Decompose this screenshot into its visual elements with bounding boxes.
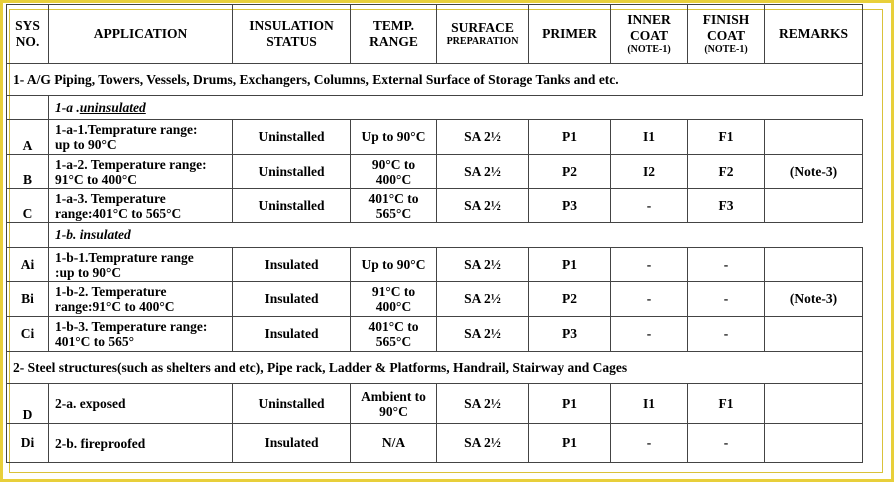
inner-coat-cell: - — [611, 189, 688, 223]
coating-system-table — [6, 4, 863, 463]
insulation-cell: Uninstalled — [233, 155, 351, 189]
header-primer: PRIMER — [529, 5, 611, 64]
finish-coat-cell: - — [688, 248, 765, 282]
application-cell: 1-a-2. Temperature range: 91°C to 400°C — [49, 155, 233, 189]
inner-coat-cell: - — [611, 424, 688, 463]
primer-cell: P2 — [529, 155, 611, 189]
primer-cell: P1 — [529, 248, 611, 282]
inner-coat-cell: I2 — [611, 155, 688, 189]
application-cell: 1-a-1.Temprature range: up to 90°C — [49, 120, 233, 155]
primer-cell: P1 — [529, 384, 611, 424]
header-insulation-status: INSULATION STATUS — [233, 5, 351, 64]
group-title-1b: 1-b. insulated — [49, 223, 863, 248]
surface-cell: SA 2½ — [437, 282, 529, 317]
remarks-cell — [765, 248, 863, 282]
application-cell: 1-a-3. Temperature range:401°C to 565°C — [49, 189, 233, 223]
inner-coat-cell: I1 — [611, 384, 688, 424]
surface-cell: SA 2½ — [437, 189, 529, 223]
temp-cell: Up to 90°C — [351, 120, 437, 155]
surface-cell: SA 2½ — [437, 155, 529, 189]
inner-coat-cell: I1 — [611, 120, 688, 155]
temp-cell: Up to 90°C — [351, 248, 437, 282]
table-row — [7, 155, 863, 189]
header-row — [7, 5, 863, 64]
application-cell: 1-b-1.Temprature range :up to 90°C — [49, 248, 233, 282]
header-sys-no: SYS NO. — [7, 5, 49, 64]
table-row — [7, 424, 863, 463]
inner-coat-cell: - — [611, 282, 688, 317]
table-row — [7, 317, 863, 352]
temp-cell: 401°C to 565°C — [351, 189, 437, 223]
insulation-cell: Uninstalled — [233, 120, 351, 155]
remarks-cell — [765, 424, 863, 463]
table-row — [7, 120, 863, 155]
insulation-cell: Uninstalled — [233, 384, 351, 424]
sys-no-cell: Ci — [7, 317, 49, 352]
header-inner-coat: INNER COAT (NOTE-1) — [611, 5, 688, 64]
insulation-cell: Uninstalled — [233, 189, 351, 223]
table-row — [7, 282, 863, 317]
finish-coat-cell: F1 — [688, 384, 765, 424]
section-row-2 — [7, 352, 863, 384]
surface-cell: SA 2½ — [437, 317, 529, 352]
sys-no-cell: B — [7, 155, 49, 189]
finish-coat-cell: - — [688, 424, 765, 463]
surface-cell: SA 2½ — [437, 384, 529, 424]
temp-cell: N/A — [351, 424, 437, 463]
primer-cell: P3 — [529, 317, 611, 352]
header-finish-coat: FINISH COAT (NOTE-1) — [688, 5, 765, 64]
insulation-cell: Insulated — [233, 317, 351, 352]
finish-coat-cell: F2 — [688, 155, 765, 189]
surface-cell: SA 2½ — [437, 248, 529, 282]
remarks-cell: (Note-3) — [765, 155, 863, 189]
temp-cell: 90°C to 400°C — [351, 155, 437, 189]
sys-no-cell: C — [7, 189, 49, 223]
finish-coat-cell: - — [688, 282, 765, 317]
sys-no-cell: Bi — [7, 282, 49, 317]
application-cell: 2-a. exposed — [49, 384, 233, 424]
application-cell: 1-b-3. Temperature range: 401°C to 565° — [49, 317, 233, 352]
section-title-1: 1- A/G Piping, Towers, Vessels, Drums, Exchangers, Columns, External Surface of Storage Tanks and etc. — [7, 64, 863, 96]
remarks-cell — [765, 384, 863, 424]
table-row — [7, 189, 863, 223]
surface-cell: SA 2½ — [437, 424, 529, 463]
finish-coat-cell: F1 — [688, 120, 765, 155]
group-row-1a — [7, 96, 863, 120]
temp-cell: Ambient to 90°C — [351, 384, 437, 424]
section-title-2: 2- Steel structures(such as shelters and etc), Pipe rack, Ladder & Platforms, Handrail, Stairway and Cages — [7, 352, 863, 384]
application-cell: 2-b. fireproofed — [49, 424, 233, 463]
application-cell: 1-b-2. Temperature range:91°C to 400°C — [49, 282, 233, 317]
inner-coat-cell: - — [611, 317, 688, 352]
group-row-1b — [7, 223, 863, 248]
primer-cell: P1 — [529, 120, 611, 155]
primer-cell: P3 — [529, 189, 611, 223]
sys-no-cell: D — [7, 384, 49, 424]
sys-no-cell: Di — [7, 424, 49, 463]
primer-cell: P1 — [529, 424, 611, 463]
finish-coat-cell: - — [688, 317, 765, 352]
section-row-1 — [7, 64, 863, 96]
sys-no-cell: Ai — [7, 248, 49, 282]
inner-coat-cell: - — [611, 248, 688, 282]
table-row — [7, 248, 863, 282]
remarks-cell — [765, 120, 863, 155]
temp-cell: 401°C to 565°C — [351, 317, 437, 352]
insulation-cell: Insulated — [233, 282, 351, 317]
header-application: APPLICATION — [49, 5, 233, 64]
remarks-cell — [765, 317, 863, 352]
group-title-1a: 1-a .uninsulated — [49, 96, 863, 120]
finish-coat-cell: F3 — [688, 189, 765, 223]
insulation-cell: Insulated — [233, 248, 351, 282]
remarks-cell: (Note-3) — [765, 282, 863, 317]
header-remarks: REMARKS — [765, 5, 863, 64]
table-row — [7, 384, 863, 424]
header-temp-range: TEMP. RANGE — [351, 5, 437, 64]
primer-cell: P2 — [529, 282, 611, 317]
header-surface-preparation: SURFACE PREPARATION — [437, 5, 529, 64]
remarks-cell — [765, 189, 863, 223]
sys-no-cell: A — [7, 120, 49, 155]
insulation-cell: Insulated — [233, 424, 351, 463]
temp-cell: 91°C to 400°C — [351, 282, 437, 317]
surface-cell: SA 2½ — [437, 120, 529, 155]
